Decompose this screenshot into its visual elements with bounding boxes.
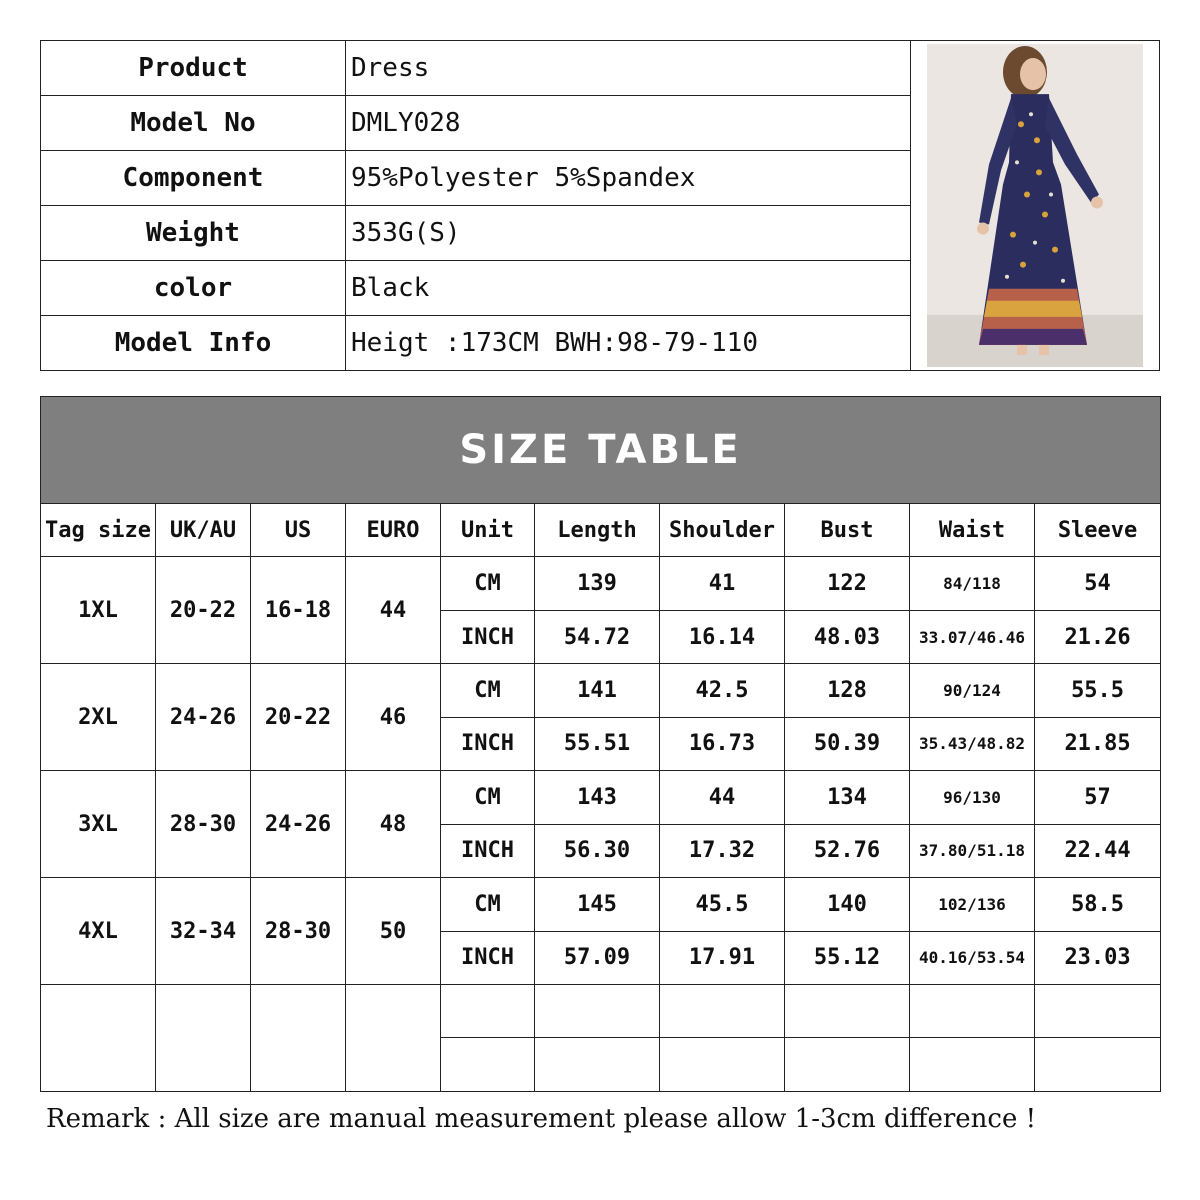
info-value: Heigt :173CM BWH:98-79-110 [346,316,911,371]
column-header: Sleeve [1035,503,1161,556]
shoulder-cell: 41 [660,557,785,610]
dress-model-illustration [927,44,1143,367]
table-row [41,664,1161,717]
length-cell: 55.51 [535,717,660,770]
column-header: Length [535,503,660,556]
unit-cell: CM [441,557,535,610]
uk-au-cell: 32-34 [156,878,251,985]
waist-cell: 40.16/53.54 [910,931,1035,984]
unit-cell: INCH [441,610,535,663]
unit-cell: INCH [441,824,535,877]
unit-cell: CM [441,664,535,717]
empty-table-row [41,985,1161,1038]
empty-cell [441,1038,535,1092]
info-value: 353G(S) [346,206,911,261]
info-label: Model Info [41,316,346,371]
shoulder-cell: 17.91 [660,931,785,984]
us-cell: 20-22 [251,664,346,771]
shoulder-cell: 16.14 [660,610,785,663]
length-cell: 56.30 [535,824,660,877]
unit-cell: INCH [441,717,535,770]
empty-cell [660,1038,785,1092]
empty-cell [1035,1038,1161,1092]
empty-cell [41,985,156,1092]
shoulder-cell: 16.73 [660,717,785,770]
waist-cell: 35.43/48.82 [910,717,1035,770]
waist-cell: 33.07/46.46 [910,610,1035,663]
info-label: Model No [41,96,346,151]
waist-cell: 37.80/51.18 [910,824,1035,877]
bust-cell: 128 [785,664,910,717]
product-photo [927,44,1143,367]
info-value: Dress [346,41,911,96]
empty-cell [785,1038,910,1092]
info-value: DMLY028 [346,96,911,151]
size-table-title: SIZE TABLE [41,397,1161,504]
table-row [41,878,1161,931]
us-cell: 28-30 [251,878,346,985]
empty-cell [251,985,346,1092]
empty-cell [535,985,660,1038]
sleeve-cell: 23.03 [1035,931,1161,984]
shoulder-cell: 45.5 [660,878,785,931]
column-header: US [251,503,346,556]
column-header: Shoulder [660,503,785,556]
length-cell: 57.09 [535,931,660,984]
empty-cell [346,985,441,1092]
bust-cell: 50.39 [785,717,910,770]
bust-cell: 134 [785,771,910,824]
us-cell: 16-18 [251,557,346,664]
info-row-product [41,41,1160,96]
length-cell: 139 [535,557,660,610]
sleeve-cell: 55.5 [1035,664,1161,717]
info-label: Component [41,151,346,206]
bust-cell: 48.03 [785,610,910,663]
unit-cell: CM [441,878,535,931]
length-cell: 141 [535,664,660,717]
unit-cell: CM [441,771,535,824]
euro-cell: 44 [346,557,441,664]
bust-cell: 52.76 [785,824,910,877]
empty-cell [535,1038,660,1092]
length-cell: 143 [535,771,660,824]
column-header: UK/AU [156,503,251,556]
sleeve-cell: 58.5 [1035,878,1161,931]
length-cell: 145 [535,878,660,931]
empty-cell [910,985,1035,1038]
tag-size-cell: 3XL [41,771,156,878]
table-row [41,771,1161,824]
info-label: Weight [41,206,346,261]
waist-cell: 84/118 [910,557,1035,610]
empty-cell [1035,985,1161,1038]
column-header: Waist [910,503,1035,556]
shoulder-cell: 42.5 [660,664,785,717]
empty-cell [785,985,910,1038]
shoulder-cell: 17.32 [660,824,785,877]
uk-au-cell: 20-22 [156,557,251,664]
tag-size-cell: 1XL [41,557,156,664]
waist-cell: 96/130 [910,771,1035,824]
remark-note: Remark : All size are manual measurement please allow 1-3cm difference ! [46,1104,1037,1134]
waist-cell: 90/124 [910,664,1035,717]
empty-cell [156,985,251,1092]
size-table [40,396,1161,1092]
euro-cell: 48 [346,771,441,878]
sleeve-cell: 21.85 [1035,717,1161,770]
sleeve-cell: 57 [1035,771,1161,824]
unit-cell: INCH [441,931,535,984]
info-label: color [41,261,346,316]
shoulder-cell: 44 [660,771,785,824]
sleeve-cell: 54 [1035,557,1161,610]
bust-cell: 140 [785,878,910,931]
sleeve-cell: 21.26 [1035,610,1161,663]
uk-au-cell: 24-26 [156,664,251,771]
us-cell: 24-26 [251,771,346,878]
bust-cell: 55.12 [785,931,910,984]
column-header: Bust [785,503,910,556]
size-table-header-row [41,503,1161,556]
bust-cell: 122 [785,557,910,610]
empty-cell [910,1038,1035,1092]
table-row [41,557,1161,610]
column-header: Tag size [41,503,156,556]
empty-cell [660,985,785,1038]
uk-au-cell: 28-30 [156,771,251,878]
column-header: EURO [346,503,441,556]
waist-cell: 102/136 [910,878,1035,931]
length-cell: 54.72 [535,610,660,663]
product-photo-cell [911,41,1160,371]
tag-size-cell: 2XL [41,664,156,771]
sleeve-cell: 22.44 [1035,824,1161,877]
info-value: 95%Polyester 5%Spandex [346,151,911,206]
empty-cell [441,985,535,1038]
tag-size-cell: 4XL [41,878,156,985]
info-value: Black [346,261,911,316]
euro-cell: 46 [346,664,441,771]
info-label: Product [41,41,346,96]
product-info-table [40,40,1160,371]
euro-cell: 50 [346,878,441,985]
column-header: Unit [441,503,535,556]
